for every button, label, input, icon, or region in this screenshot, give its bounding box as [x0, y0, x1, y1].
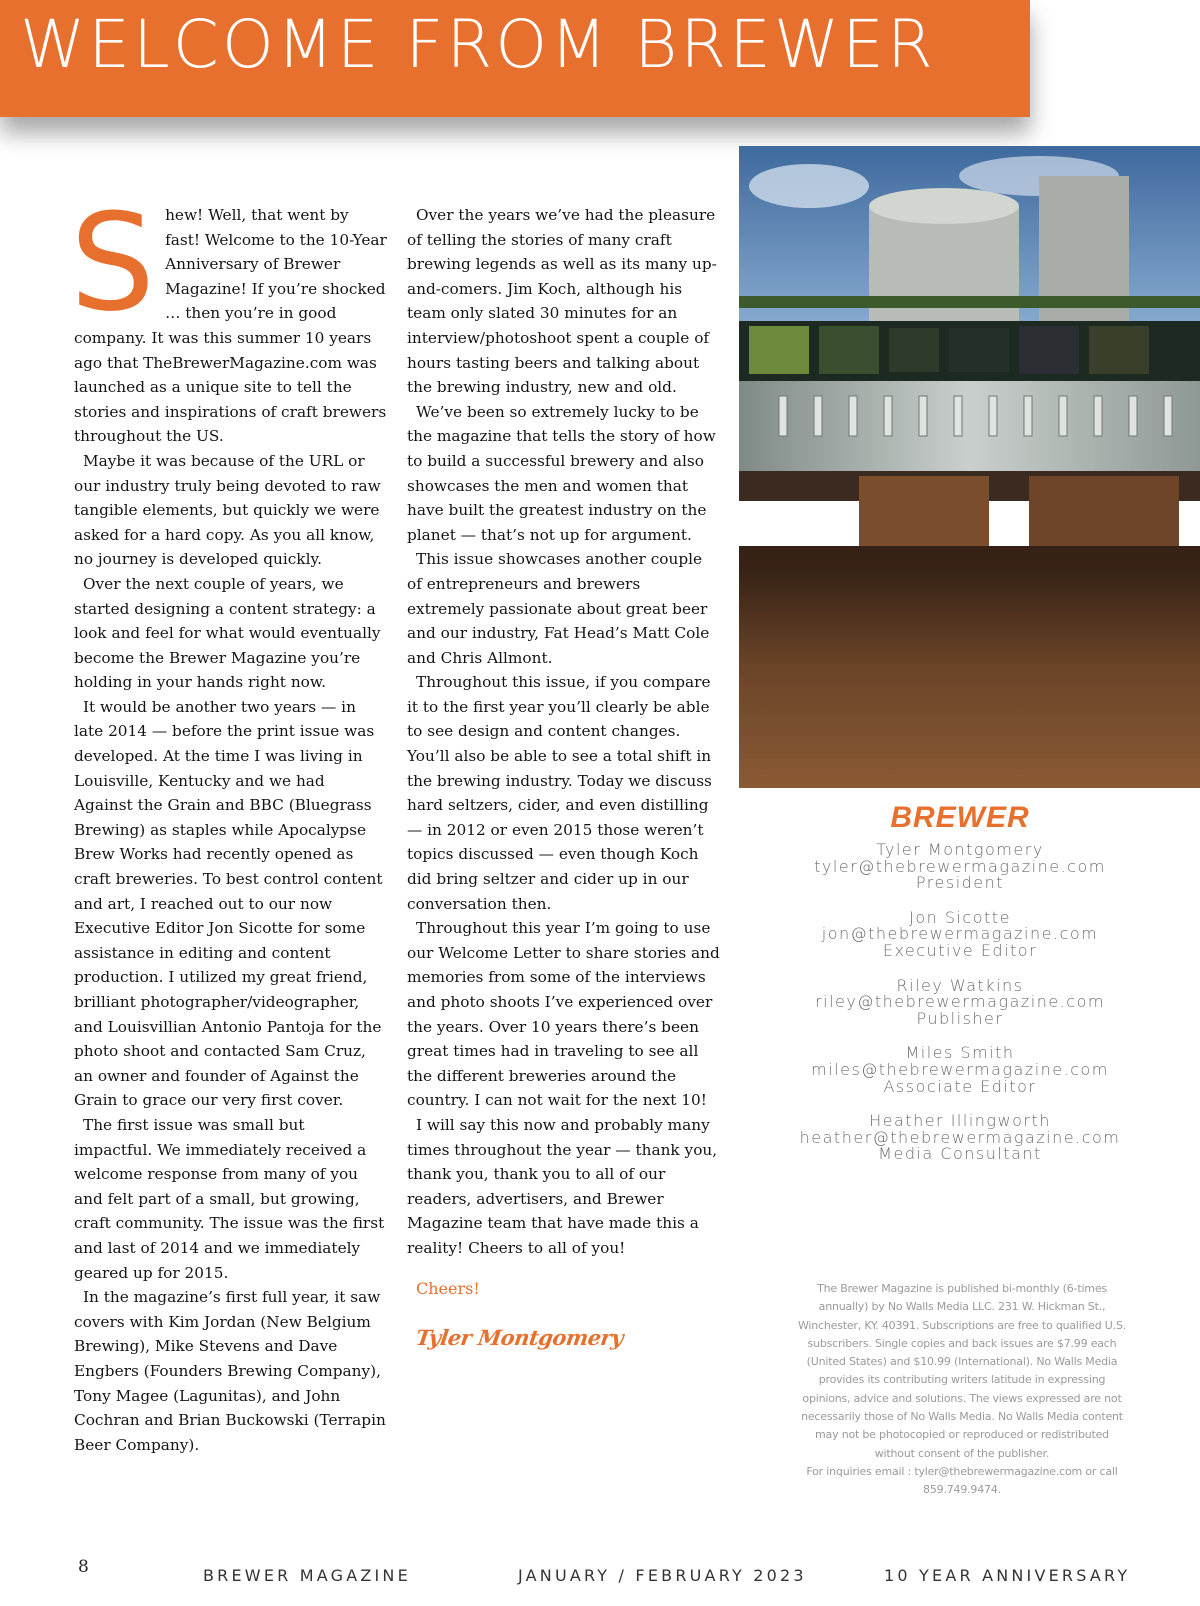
staff-email[interactable]: jon@thebrewermagazine.com — [821, 924, 1099, 944]
staff-email[interactable]: miles@thebrewermagazine.com — [811, 1059, 1109, 1079]
staff-name: Riley Watkins — [896, 975, 1024, 995]
page-title: WELCOME FROM BREWER — [20, 6, 936, 83]
article-column-2 — [407, 203, 721, 1261]
article-paragraph: Over the years we’ve had the pleasure of telling the stories of many craft brewing legends as well as its many up-and-comers. Jim Koch, although his team only slated 30 minutes for an interview/photoshoot spent a couple of hours tasting beers and talking about the brewing industry, new and old. — [407, 206, 717, 397]
article-paragraph: Over the next couple of years, we started designing a content strategy: a look and feel for what would eventually become the Brewer Magazine you’re holding in your hands right now. — [74, 574, 381, 692]
article-paragraph: In the magazine’s first full year, it saw covers with Kim Jordan (New Belgium Brewing), Mike Stevens and Dave Engbers (Founders Brewing Company), Tony Magee (Lagunitas), and John Cochran and Brian Buckowski (Terrapin Beer Company). — [74, 1288, 386, 1454]
staff-entry — [770, 907, 1150, 960]
staff-name: Heather Illingworth — [869, 1111, 1051, 1131]
staff-email[interactable]: riley@thebrewermagazine.com — [815, 992, 1105, 1012]
article-paragraph: We’ve been so extremely lucky to be the magazine that tells the story of how to build a successful brewery and also showcases the men and women that have built the greatest industry on the planet — that’s not up for argument. — [407, 402, 716, 544]
staff-entry — [770, 975, 1150, 1028]
header-banner — [0, 0, 1030, 117]
article-paragraph: It would be another two years — in late 2014 — before the print issue was developed. At the time I was living in Louisville, Kentucky and we had Against the Grain and BBC (Bluegrass Brewing) as staples while Apocalypse Brew Works had recently opened as craft breweries. To best control content and art, I reached out to our now Executive Editor Jon Sicotte for some assistance in editing and content production. I utilized my great friend, brilliant photographer/videographer, and Louisvillian Antonio Pantoja for the photo shoot and contacted Sam Cruz, an owner and founder of Against the Grain to grace our very first cover. — [74, 697, 383, 1110]
staff-role: Associate Editor — [883, 1076, 1037, 1096]
footer-edition: 10 YEAR ANNIVERSARY — [884, 1566, 1131, 1585]
staff-entry — [770, 842, 1150, 892]
signoff: Cheers! — [416, 1279, 480, 1298]
drop-cap: S — [70, 185, 156, 341]
article-paragraph: This issue showcases another couple of entrepreneurs and brewers extremely passionate about great beer and our industry, Fat Head’s Matt Cole and Chris Allmont. — [407, 550, 710, 667]
staff-entry — [770, 1113, 1150, 1163]
staff-name: Jon Sicotte — [909, 907, 1011, 927]
taproom-photo — [739, 146, 1200, 788]
article-column-1 — [70, 185, 387, 1457]
article-paragraph: Throughout this issue, if you compare it to the first year you’ll clearly be able to see design and content changes. You’ll also be able to see a total shift in the brewing industry. Today we discuss hard seltzers, cider, and even distilling — in 2012 or even 2015 those weren’t topics discussed — even though Koch did bring seltzer and cider up in our conversation then. — [407, 673, 712, 913]
signature: Tyler Montgomery — [414, 1325, 625, 1350]
staff-name: Miles Smith — [905, 1043, 1015, 1063]
staff-email[interactable]: tyler@thebrewermagazine.com — [814, 856, 1106, 876]
staff-role: Media Consultant — [878, 1144, 1042, 1164]
staff-email[interactable]: heather@thebrewermagazine.com — [799, 1127, 1121, 1147]
staff-entry — [770, 1045, 1150, 1095]
footer-magazine-name: BREWER MAGAZINE — [203, 1566, 411, 1585]
staff-role: President — [915, 873, 1005, 893]
staff-role: Publisher — [916, 1008, 1004, 1028]
publisher-note — [797, 1280, 1127, 1500]
article-paragraph: The first issue was small but impactful. We immediately received a welcome response from many of you and felt part of a small, but growing, craft community. The issue was the first and last of 2014 and we immediately geared up for 2015. — [74, 1115, 385, 1282]
article-paragraph: Maybe it was because of the URL or our industry truly being devoted to raw tangible elements, but quickly we were asked for a hard copy. As you all know, no journey is developed quickly. — [74, 451, 381, 569]
masthead — [770, 800, 1150, 1181]
footer-issue-date: JANUARY / FEBRUARY 2023 — [518, 1566, 807, 1585]
article-paragraph: Throughout this year I’m going to use our Welcome Letter to share stories and memories from some of the interviews and photo shoots I’ve experienced over the years. Over 10 years there’s been great times had in traveling to see all the different breweries around the country. I can not wait for the next 10! — [407, 919, 720, 1110]
publisher-note-text: The Brewer Magazine is published bi-monthly (6-times annually) by No Walls Media LLC. 231 W. Hickman St., Winchester, KY. 40391. Subscriptions are free to qualified U.S. subscribers. Single copies and back issues are $7.99 each (United States) and $10.99 (International). No Walls Media provides its contributing writers latitude in expressing opinions, advice and solutions. The views expressed are not necessarily those of No Walls Media. No Walls Media content may not be photocopied or reproduced or redistributed without consent of the publisher. — [797, 1282, 1127, 1460]
brewer-logo: BREWER — [890, 801, 1030, 834]
page-number: 8 — [78, 1557, 89, 1577]
inquiries-text: For inquiries email : tyler@thebrewermagazine.com or call 859.749.9474. — [806, 1464, 1118, 1497]
article-paragraph: hew! Well, that went by fast! Welcome to the 10-Year Anniversary of Brewer Magazine! If you’re shocked … then you’re in good company. It was this summer 10 years ago that TheBrewerMagazine.com was launched as a unique site to tell the stories and inspirations of craft brewers throughout the US. — [74, 206, 387, 446]
staff-name: Tyler Montgomery — [876, 840, 1044, 859]
staff-role: Executive Editor — [882, 940, 1038, 960]
article-paragraph: I will say this now and probably many times throughout the year — thank you, thank you, thank you to all of our readers, advertisers, and Brewer Magazine team that have made this a reality! Cheers to all of you! — [407, 1115, 718, 1257]
